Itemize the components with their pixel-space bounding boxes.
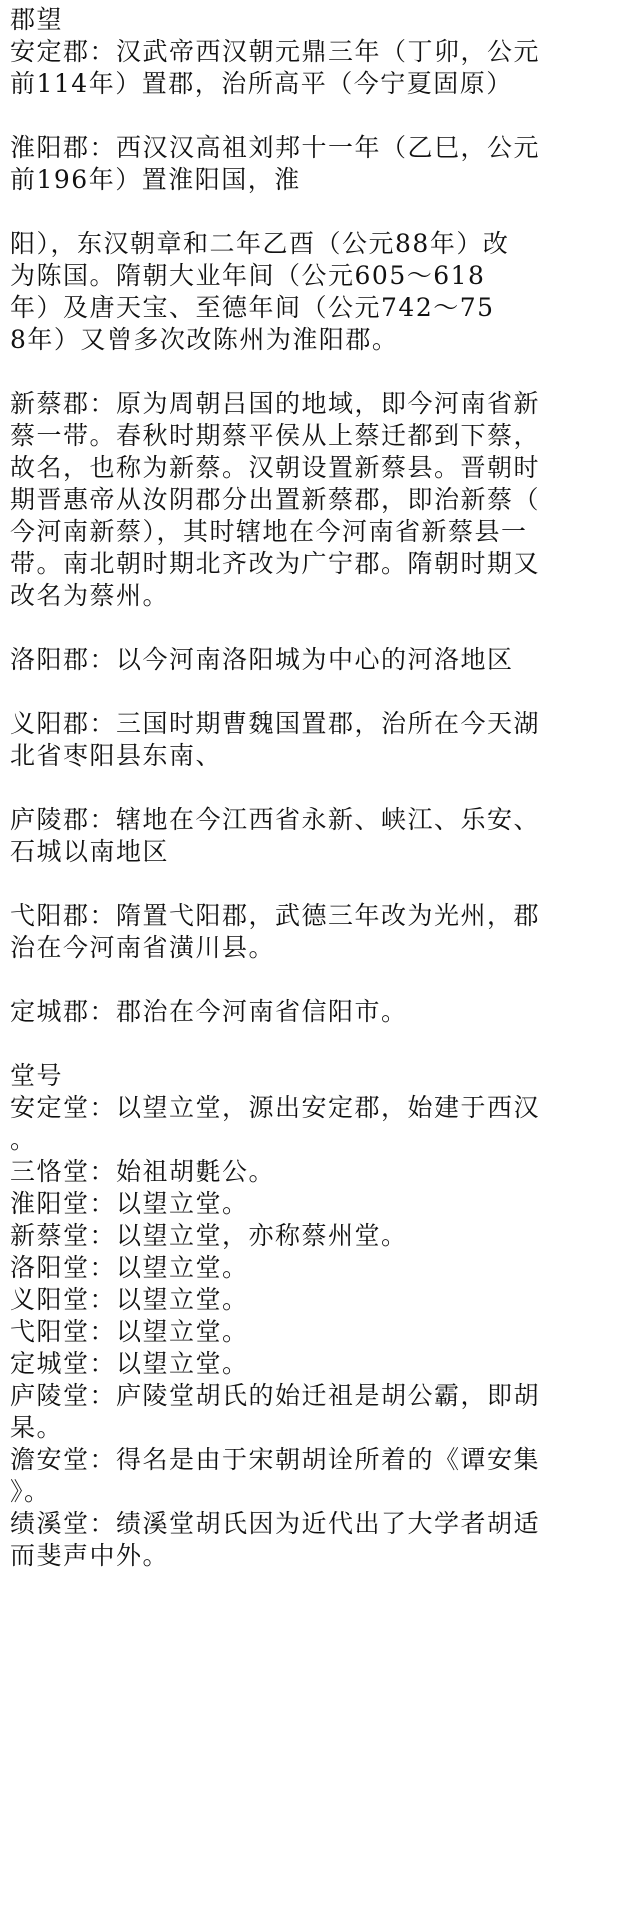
text-line: 蔡一带。春秋时期蔡平侯从上蔡迁都到下蔡，: [10, 421, 541, 450]
text-line: 年）及唐天宝、至德年间（公元742～75: [10, 293, 495, 322]
text-line: 庐陵堂：庐陵堂胡氏的始迁祖是胡公霸，即胡: [10, 1381, 541, 1410]
text-line: 》。: [10, 1477, 51, 1506]
text-line: 绩溪堂：绩溪堂胡氏因为近代出了大学者胡适: [10, 1509, 541, 1538]
text-line: 今河南新蔡），其时辖地在今河南省新蔡县一: [10, 517, 528, 546]
text-line: 庐陵郡：辖地在今江西省永新、峡江、乐安、: [10, 805, 541, 834]
text-line: 淮阳堂：以望立堂。: [10, 1189, 249, 1218]
text-line: 为陈国。隋朝大业年间（公元605～618: [10, 261, 486, 290]
text-line: 改名为蔡州。: [10, 581, 170, 610]
text-line: 弋阳郡：隋置弋阳郡，武德三年改为光州，郡: [10, 901, 541, 930]
text-line: 前114年）置郡，治所高平（今宁夏固原）: [10, 69, 513, 98]
text-line: 定城堂：以望立堂。: [10, 1349, 249, 1378]
text-line: 安定堂：以望立堂，源出安定郡，始建于西汉: [10, 1093, 541, 1122]
text-line: 淮阳郡：西汉汉高祖刘邦十一年（乙巳，公元: [10, 133, 541, 162]
text-line: 治在今河南省潢川县。: [10, 933, 276, 962]
text-line: 新蔡堂：以望立堂，亦称蔡州堂。: [10, 1221, 408, 1250]
text-line: 而斐声中外。: [10, 1541, 170, 1570]
text-line: 故名，也称为新蔡。汉朝设置新蔡县。晋朝时: [10, 453, 541, 482]
text-line: 义阳堂：以望立堂。: [10, 1285, 249, 1314]
text-line: 洛阳堂：以望立堂。: [10, 1253, 249, 1282]
text-line: 阳），东汉朝章和二年乙酉（公元88年）改: [10, 229, 510, 258]
text-line: 新蔡郡：原为周朝吕国的地域，即今河南省新: [10, 389, 541, 418]
text-line: 石城以南地区: [10, 837, 170, 866]
text-line: 洛阳郡：以今河南洛阳城为中心的河洛地区: [10, 645, 514, 674]
text-line: 期晋惠帝从汝阴郡分出置新蔡郡，即治新蔡（: [10, 485, 541, 514]
text-line: 澹安堂：得名是由于宋朝胡诠所着的《谭安集: [10, 1445, 541, 1474]
text-line: 安定郡：汉武帝西汉朝元鼎三年（丁卯，公元: [10, 37, 541, 66]
text-line: 前196年）置淮阳国，淮: [10, 165, 301, 194]
text-line: 8年）又曾多次改陈州为淮阳郡。: [10, 325, 399, 354]
section-heading-tanghao: 堂号: [10, 1061, 64, 1090]
text-line: 北省枣阳县东南、: [10, 741, 223, 770]
text-line: 三恪堂：始祖胡氀公。: [10, 1157, 276, 1186]
text-line: 义阳郡：三国时期曹魏国置郡，治所在今天湖: [10, 709, 541, 738]
section-heading-junwang: 郡望: [10, 5, 64, 34]
text-line: 。: [10, 1125, 37, 1154]
text-line: 定城郡：郡治在今河南省信阳市。: [10, 997, 408, 1026]
text-line: 带。南北朝时期北齐改为广宁郡。隋朝时期又: [10, 549, 541, 578]
text-line: 杲。: [10, 1413, 64, 1442]
text-line: 弋阳堂：以望立堂。: [10, 1317, 249, 1346]
